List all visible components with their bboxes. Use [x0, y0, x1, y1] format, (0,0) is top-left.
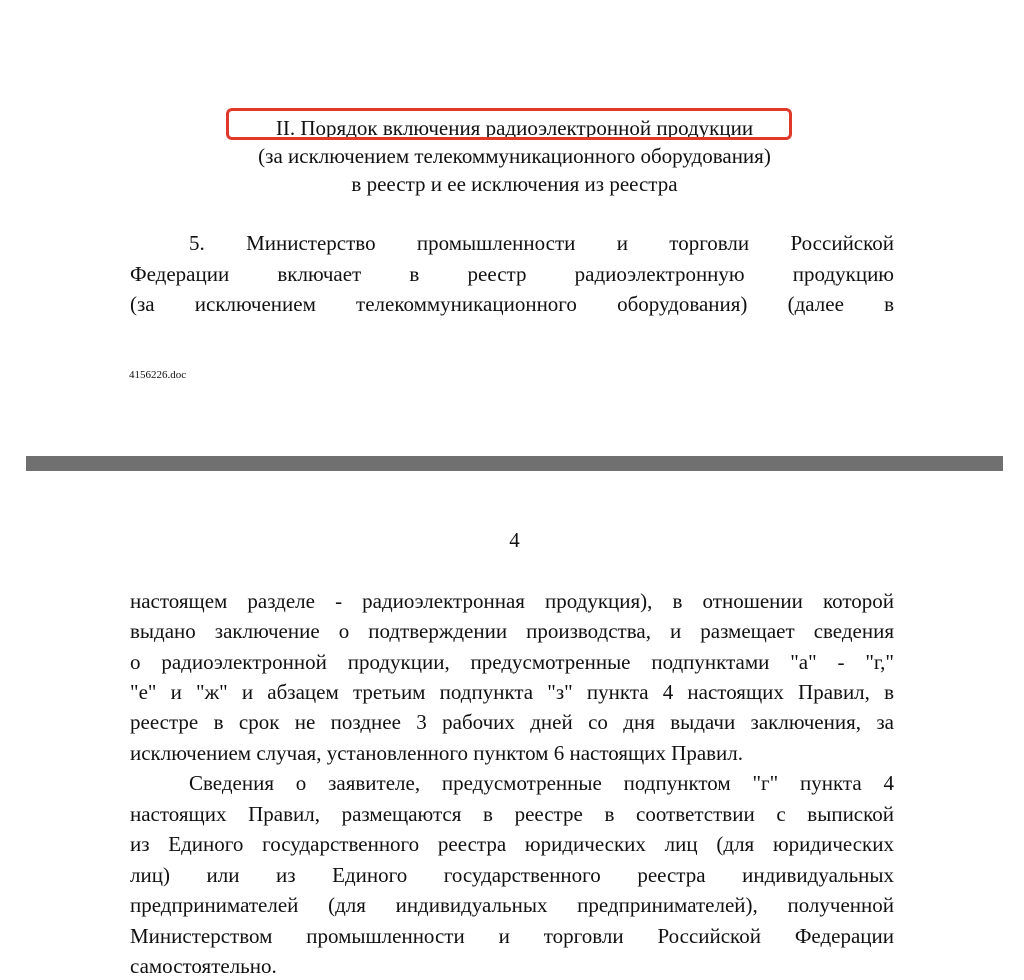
paragraph-line: из Единого государственного реестра юридических лиц (для юридических — [130, 832, 894, 856]
paragraph-line: Федерации включает в реестр радиоэлектронную продукцию — [130, 262, 894, 286]
paragraph-line: "е" и "ж" и абзацем третьим подпункта "з" пункта 4 настоящих Правил, в — [130, 680, 894, 704]
page-separator — [26, 456, 1003, 471]
paragraph-line: Сведения о заявителе, предусмотренные подпунктом "г" пункта 4 — [189, 771, 894, 795]
paragraph-line: (за исключением телекоммуникационного оборудования) (далее в — [130, 292, 894, 316]
paragraph-line: реестре в срок не позднее 3 рабочих дней со дня выдачи заключения, за — [130, 710, 894, 734]
document-page-4 — [26, 471, 1003, 980]
paragraph-line: выдано заключение о подтверждении производства, и размещает сведения — [130, 619, 894, 643]
paragraph-line: настоящем разделе - радиоэлектронная продукция), в отношении которой — [130, 589, 894, 613]
paragraph-line: исключением случая, установленного пунктом 6 настоящих Правил. — [130, 741, 744, 765]
paragraph-line: 5. Министерство промышленности и торговли Российской — [189, 231, 894, 255]
paragraph-line: самостоятельно. — [130, 954, 277, 978]
document-file-label: 4156226.doc — [129, 369, 187, 381]
paragraph-line: лиц) или из Единого государственного реестра индивидуальных — [130, 863, 894, 887]
heading-highlight-box — [226, 108, 792, 140]
section-heading-line-3: в реестр и ее исключения из реестра — [351, 172, 678, 196]
page-number: 4 — [509, 528, 520, 552]
document-page-3 — [26, 0, 1003, 456]
paragraph-line: о радиоэлектронной продукции, предусмотренные подпунктами "а" - "г," — [130, 650, 894, 674]
paragraph-line: настоящих Правил, размещаются в реестре в соответствии с выпиской — [130, 802, 894, 826]
section-heading-line-1: II. Порядок включения радиоэлектронной продукции — [275, 116, 754, 140]
paragraph-line: предпринимателей (для индивидуальных предпринимателей), полученной — [130, 893, 894, 917]
paragraph-line: Министерством промышленности и торговли Российской Федерации — [130, 924, 894, 948]
section-heading-line-2: (за исключением телекоммуникационного оборудования) — [258, 144, 771, 168]
